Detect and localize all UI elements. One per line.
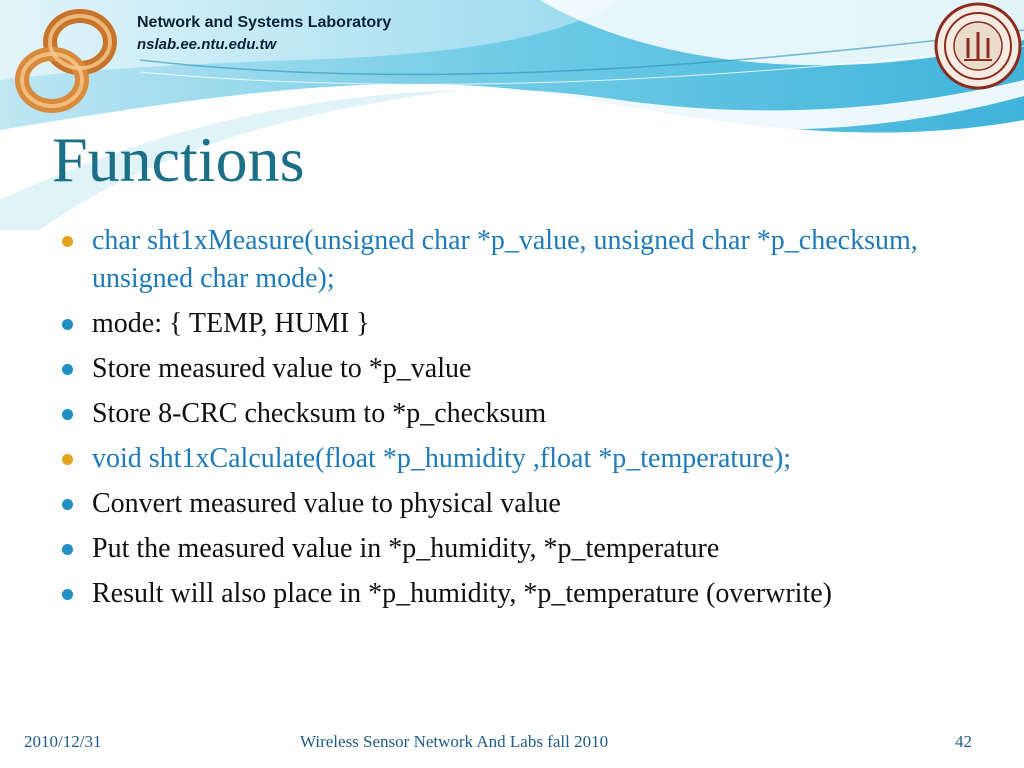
footer-course: Wireless Sensor Network And Labs fall 2010 <box>300 732 609 751</box>
footer-date: 2010/12/31 <box>24 732 102 751</box>
bullet-item <box>58 530 978 568</box>
bullet-item <box>58 222 978 298</box>
bullet-item <box>58 485 978 523</box>
slide-title: Functions <box>52 124 305 195</box>
bullet-dot-icon <box>62 319 73 330</box>
bullet-item <box>58 350 978 388</box>
footer-page-number: 42 <box>955 732 972 751</box>
bullet-text: Store measured value to *p_value <box>92 353 472 384</box>
bullet-dot-icon <box>62 454 73 465</box>
bullet-dot-icon <box>62 364 73 375</box>
university-seal-icon <box>934 2 1022 90</box>
bullet-list <box>58 222 978 620</box>
bullet-dot-icon <box>62 499 73 510</box>
bullet-item <box>58 440 978 478</box>
lab-name: Network and Systems Laboratory <box>137 14 392 31</box>
bullet-text: Put the measured value in *p_humidity, *p_temperature <box>92 533 720 564</box>
header-wave-background <box>0 0 1024 230</box>
lab-logo <box>10 6 120 116</box>
bullet-dot-icon <box>62 589 73 600</box>
bullet-item <box>58 395 978 433</box>
lab-url: nslab.ee.ntu.edu.tw <box>137 36 277 53</box>
bullet-item <box>58 305 978 343</box>
bullet-text: Result will also place in *p_humidity, *p_temperature (overwrite) <box>92 578 832 609</box>
bullet-text: void sht1xCalculate(float *p_humidity ,float *p_temperature); <box>92 443 792 474</box>
bullet-item <box>58 575 978 613</box>
bullet-text: Convert measured value to physical value <box>92 488 561 519</box>
bullet-text: Store 8-CRC checksum to *p_checksum <box>92 398 547 429</box>
bullet-dot-icon <box>62 544 73 555</box>
bullet-dot-icon <box>62 409 73 420</box>
bullet-text: mode: { TEMP, HUMI } <box>92 308 370 339</box>
bullet-dot-icon <box>62 236 73 247</box>
bullet-text: char sht1xMeasure(unsigned char *p_value, unsigned char *p_checksum, unsigned char mode); <box>92 225 918 294</box>
